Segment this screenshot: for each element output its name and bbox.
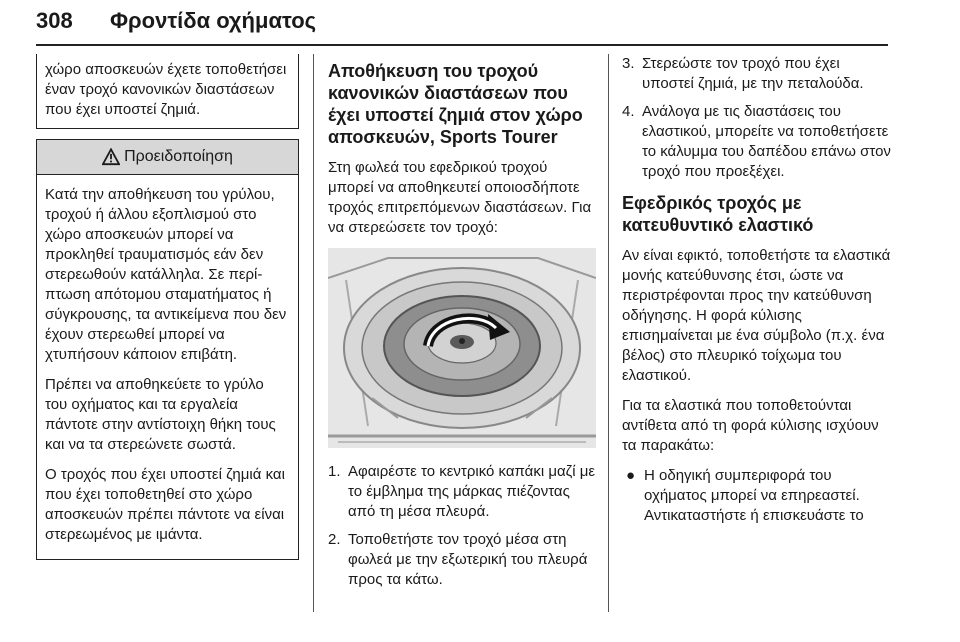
warning-paragraph: Κατά την αποθήκευση του γρύλου, τροχού ή άλλου εξοπλισμού στο χώρο αποσκευών μπορεί να προκληθεί τραυματισμός εάν δεν στερεωθούν κατάλληλα. Σε περίπτωση απότομου σταματήματος ή σύγκρουσης, τα αντικείμενα που δεν έχουν στερεωθεί μπορεί να χτυπήσουν κάποιον επιβάτη. [45,186,287,363]
step-text: Στερεώστε τον τροχό που έχει υποστεί ζημιά, με την πεταλούδα. [642,55,864,92]
warning-paragraph: Πρέπει να αποθηκεύετε το γρύλο του οχήματος και τα εργαλεία πάντοτε στην αντίστοιχη θήκη τους και να τα στερεώνετε σωστά. [45,376,276,453]
step-number: 3. [622,55,635,72]
list-item [328,530,596,590]
list-item [622,102,892,182]
intro-paragraph: Στη φωλεά του εφεδρικού τροχού μπορεί να αποθηκευτεί οποιοσδήποτε τροχός επιτρεπόμενων διαστάσεων. Για να στερεώσετε τον τροχό: [328,159,592,236]
section-heading: Αποθήκευση του τροχού κανονικών διαστάσεων που έχει υποστεί ζημιά στον χώρο αποσκευών, Sports Tourer [328,61,583,147]
column-divider [608,54,609,612]
page-number: 308 [36,8,73,33]
bullet-list [622,466,892,526]
steps-list [328,462,596,590]
bullet-text: Η οδηγική συμπεριφορά του οχήματος μπορεί να επηρεαστεί. Αντικαταστήστε ή επισκευάστε το [644,467,864,524]
page-title: Φροντίδα οχήματος [110,8,317,33]
section-heading: Εφεδρικός τροχός με κατευθυντικό ελαστικό [622,193,814,235]
body-paragraph: Αν είναι εφικτό, τοποθετήστε τα ελαστικά μονής κατεύθυνσης έτσι, ώστε να περιστρέφονται προς την κατεύθυνση οδήγησης. Η φορά κύλισης επισημαίνεται με ένα σύμβολο (π.χ. ένα βέλος) στο πλευρικό τοίχωμα του ελαστικού. [622,247,891,384]
column-middle [328,54,596,598]
steps-list-continued [622,54,892,182]
wheel-in-trunk-drawing [328,248,596,448]
step-text: Αφαιρέστε το κεντρικό καπάκι μαζί με το έμβλημα της μάρκας πιέζοντας από τη μέσα πλευρά. [348,463,596,520]
warning-header [37,140,298,175]
continued-text: χώρο αποσκευών έχετε τοποθετήσει έναν τροχό κανονικών διαστάσεων που έχει υποστεί ζημιά. [45,61,287,118]
body-paragraph: Για τα ελαστικά που τοποθετούνται αντίθετα από τη φορά κύλισης ισχύουν τα παρακάτω: [622,397,879,454]
step-number: 4. [622,103,635,120]
warning-title: Προειδοποίηση [124,148,233,165]
header-rule [36,44,888,46]
warning-box [36,139,299,560]
continued-note-box [36,54,299,129]
warning-body [37,175,298,559]
column-left [36,54,299,560]
column-right [622,54,892,526]
column-divider [313,54,314,612]
page-header [36,0,888,44]
warning-triangle-icon [102,148,120,166]
warning-paragraph: Ο τροχός που έχει υποστεί ζημιά και που έχει τοποθετηθεί στο χώρο αποσκευών πρέπει πάντοτε να είναι στερεωμένος με ιμάντα. [45,466,285,543]
spare-wheel-well-illustration [328,248,596,448]
bullet-marker: ● [626,467,636,484]
step-number: 2. [328,531,341,548]
list-item [328,462,596,522]
step-number: 1. [328,463,341,480]
step-text: Τοποθετήστε τον τροχό μέσα στη φωλεά με την εξωτερική του πλευρά προς τα κάτω. [348,531,588,588]
list-item [622,54,892,94]
list-item [622,466,892,526]
step-text: Ανάλογα με τις διαστάσεις του ελαστικού, μπορείτε να τοποθετήσετε το κάλυμμα του δαπέδου επάνω στον τροχό που προεξέχει. [642,103,891,180]
